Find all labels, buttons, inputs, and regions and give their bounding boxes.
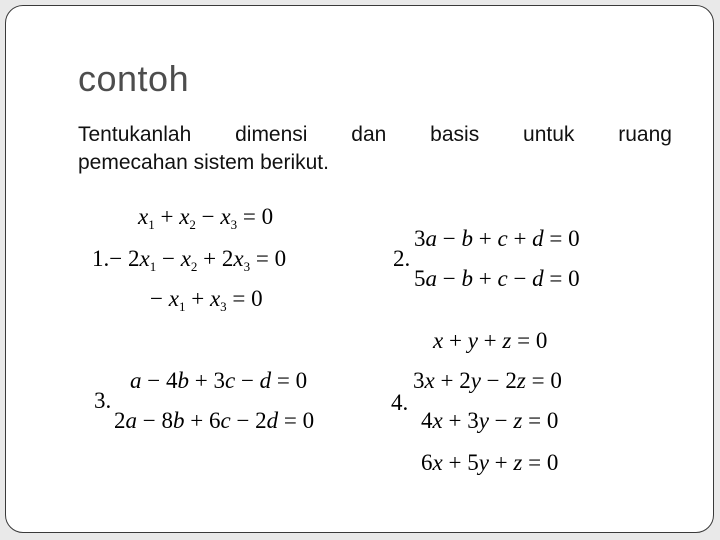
instruction-line-1 [78,121,672,149]
equation-4-2: 3x + 2y − 2z = 0 [413,368,562,393]
word: dan [351,123,387,146]
equation-1-3: − $x_1 + x_3 = 0$ [150,286,263,314]
word: dimensi [235,123,308,146]
problem-number: 2. [393,246,411,271]
word: Tentukanlah [78,123,192,146]
problem-number: 4. [391,390,409,415]
equation-4-3: 4x + 3y − z = 0 [421,408,559,433]
equation-4-1: x + y + z = 0 [433,328,548,353]
word: untuk [523,123,575,146]
equation-2-1: 3a − b + c + d = 0 [414,226,580,251]
word: ruang [618,123,672,146]
equation-3-1: a − 4b + 3c − d = 0 [130,368,308,393]
equation-2-2: 5a − b + c − d = 0 [414,266,580,291]
problem-number: 1. [92,246,110,271]
equation-1-2: $1.- 2x_1 - x_2 + 2x_3 = 0$ [92,246,287,274]
instruction-text [78,121,672,177]
problem-number: 3. [94,388,112,413]
word: basis [430,123,480,146]
slide-title: contoh [78,58,190,99]
equation-4-4: 6x + 5y + z = 0 [421,450,559,475]
equation-1-1: $x_1 + x_2 - x_3 = 0$ [138,204,274,232]
instruction-line-2: pemecahan sistem berikut. [78,151,329,174]
equation-3-2: 2a − 8b + 6c − 2d = 0 [114,408,315,433]
